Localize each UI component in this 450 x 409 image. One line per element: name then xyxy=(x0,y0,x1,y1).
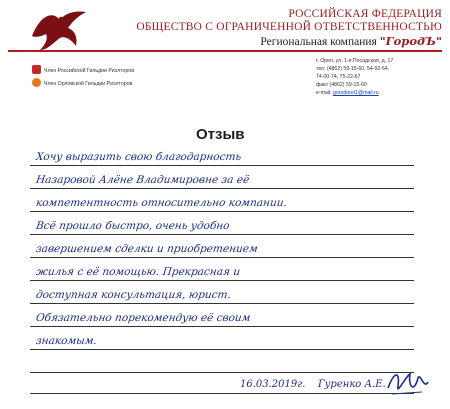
ruled-line xyxy=(30,188,414,189)
header-divider xyxy=(8,50,442,52)
ruled-line xyxy=(30,280,414,281)
header-company-prefix: Региональная компания xyxy=(260,36,380,48)
handwritten-line: завершением сделки и приобретением xyxy=(35,243,259,255)
handwritten-line: доступная консультация, юрист. xyxy=(35,289,232,301)
footer-name: Гуренко А.Е. xyxy=(318,379,386,390)
contact-address: г. Орел, ул. 1-я Посадская, д. 17 xyxy=(316,58,394,64)
membership-ogr: Член Орловской Гильдии Риэлторов xyxy=(44,81,133,87)
ruled-line xyxy=(30,165,414,166)
handwritten-line: Всё прошло быстро, очень удобно xyxy=(35,220,231,232)
handwritten-line: знакомым. xyxy=(35,335,98,347)
page-title: Отзыв xyxy=(196,126,245,143)
header-company-type: ОБЩЕСТВО С ОГРАНИЧЕННОЙ ОТВЕТСТВЕННОСТЬЮ xyxy=(136,21,442,33)
header-brand: "ГородЪ" xyxy=(379,34,442,48)
ruled-line xyxy=(30,257,414,258)
ruled-line xyxy=(30,303,414,304)
ruled-line xyxy=(30,234,414,235)
contact-phones: тел. (4862) 59-15-60, 54-92-54, xyxy=(316,66,390,72)
handwritten-line: Обязательно порекомендую её своим xyxy=(35,312,252,324)
contact-email-label: e-mail: xyxy=(316,90,334,96)
handwritten-line: Хочу выразить свою благодарность xyxy=(35,151,243,163)
header-company-name xyxy=(260,34,442,48)
handwritten-line: компетентность относительно компании. xyxy=(35,197,288,209)
handwritten-line: жилья с её помощью. Прекрасная и xyxy=(35,266,241,278)
rgr-badge-icon xyxy=(32,65,41,74)
eagle-logo-icon xyxy=(30,6,88,52)
ruled-line xyxy=(30,393,414,394)
contact-phones-2: 74-00-74, 75-22-67 xyxy=(316,74,361,80)
signature-icon xyxy=(384,366,430,400)
contact-email-line xyxy=(316,90,379,97)
footer-date: 16.03.2019г. xyxy=(240,379,306,390)
ruled-line xyxy=(30,372,414,373)
handwritten-line: Назаровой Алёне Владимировне за её xyxy=(35,174,251,186)
ogr-badge-icon xyxy=(32,78,41,87)
contact-fax: факс (4862) 59-15-60 xyxy=(316,82,367,88)
membership-rgr: Член Российской Гильдии Риэлторов xyxy=(44,68,134,74)
contact-email-link[interactable]: gorodorel1@mail.ru xyxy=(333,90,379,96)
ruled-line xyxy=(30,211,414,212)
header-country: РОССИЙСКАЯ ФЕДЕРАЦИЯ xyxy=(288,8,442,20)
ruled-line xyxy=(30,349,414,350)
ruled-line xyxy=(30,326,414,327)
